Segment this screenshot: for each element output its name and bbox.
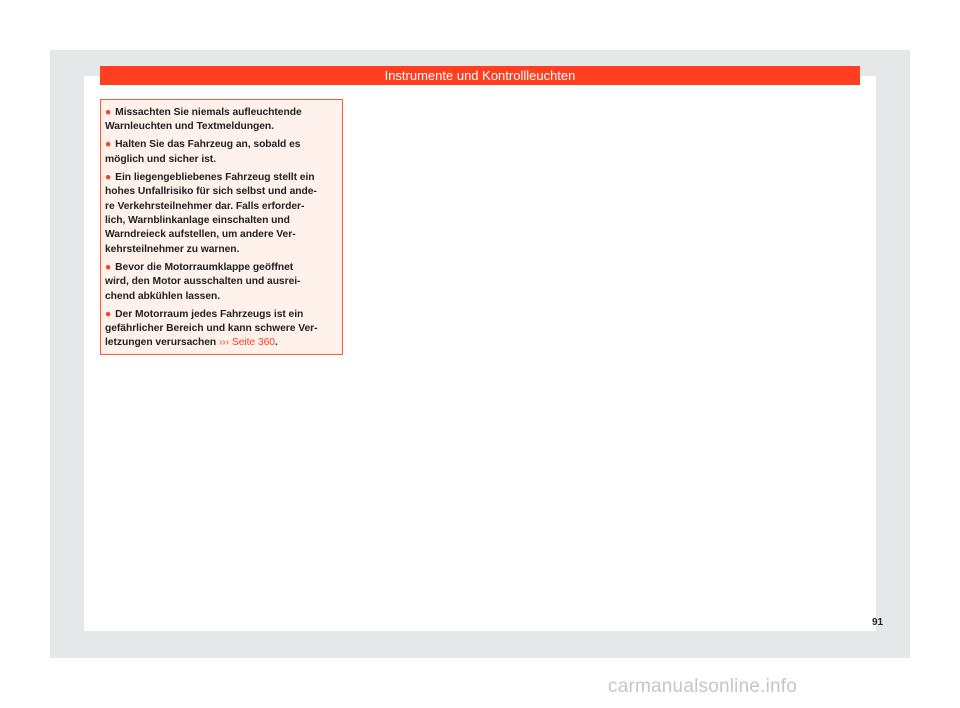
xref-label: Seite 360 [231, 337, 275, 349]
page-number: 91 [872, 617, 884, 628]
xref-suffix: . [274, 337, 278, 349]
warning-text-line: gefährlicher Bereich und kann schwere Ver- [105, 323, 318, 335]
warning-item [105, 106, 336, 135]
bullet-icon: ● [105, 107, 112, 118]
page-reference-link[interactable] [219, 337, 275, 348]
warning-text-line: re Verkehrsteilnehmer dar. Falls erforder- [105, 200, 305, 212]
bullet-icon: ● [105, 139, 112, 151]
warning-item [105, 171, 336, 257]
warning-text-line: Der Motorraum jedes Fahrzeugs ist ein [115, 308, 304, 320]
warning-text-line: chend abkühlen lassen. [105, 290, 221, 302]
bullet-icon: ● [105, 261, 112, 273]
section-title: Instrumente und Kontrollleuchten [384, 68, 576, 83]
warning-text-line: lich, Warnblinkanlage einschalten und [105, 215, 290, 227]
warning-text-line: Ein liegengebliebenes Fahrzeug stellt ein [115, 171, 315, 183]
warning-list [105, 106, 336, 351]
warning-text-line: Warnleuchten und Textmeldungen. [105, 121, 274, 133]
warning-text-line: Missachten Sie niemals aufleuchtende [115, 107, 302, 118]
warning-item [105, 138, 336, 167]
warning-text-line: möglich und sicher ist. [105, 153, 216, 165]
warning-text-line: Halten Sie das Fahrzeug an, sobald es [115, 139, 301, 151]
bullet-icon: ● [105, 308, 112, 320]
warning-item [105, 261, 336, 304]
watermark: carmanualsonline.info [608, 676, 798, 697]
warning-text-line: Warndreieck aufstellen, um andere Ver- [105, 229, 296, 241]
warning-text-line: Bevor die Motorraumklappe geöffnet [115, 261, 294, 273]
warning-text-line: wird, den Motor ausschalten und ausrei- [105, 276, 301, 288]
bullet-icon: ● [105, 171, 112, 183]
warning-text-line: hohes Unfallrisiko für sich selbst und ande- [105, 186, 317, 198]
xref-arrow-icon: ››› [218, 337, 230, 349]
warning-item [105, 308, 336, 351]
warning-text-line: kehrsteilnehmer zu warnen. [105, 243, 240, 255]
warning-box [100, 99, 343, 355]
section-header [100, 66, 860, 85]
warning-text-line: letzungen verursachen [105, 337, 219, 349]
